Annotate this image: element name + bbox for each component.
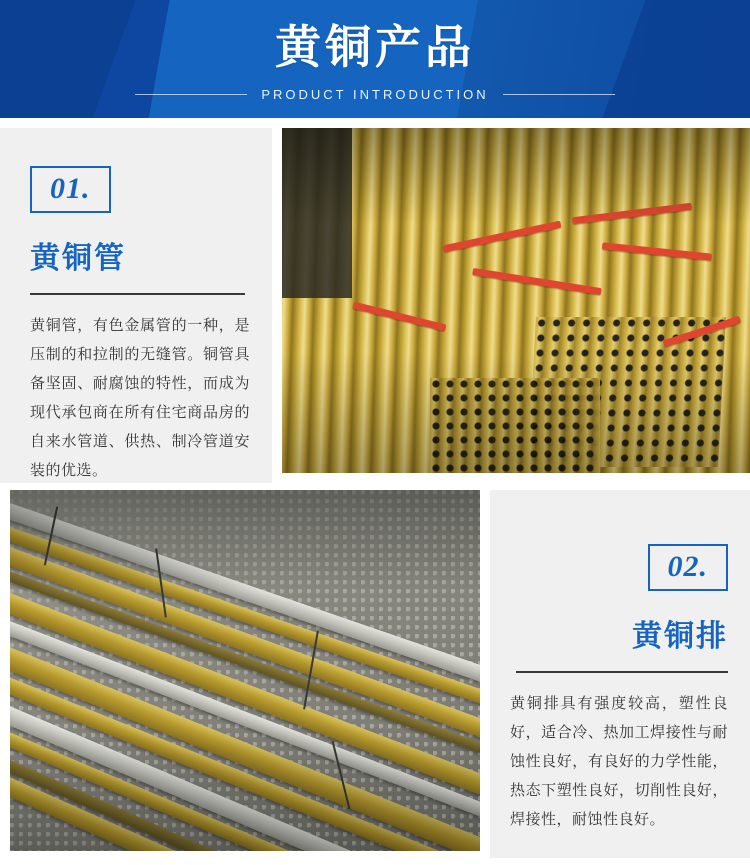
page-title: 黄铜产品 xyxy=(275,21,475,74)
page-header-banner xyxy=(0,0,750,118)
section-1-divider xyxy=(30,293,245,295)
banner-rule-left xyxy=(135,94,247,95)
section-2-text-panel xyxy=(490,490,750,858)
page-subtitle: PRODUCT INTRODUCTION xyxy=(261,86,489,102)
section-2-body: 黄铜排具有强度较高，塑性良好，适合冷、热加工焊接性与耐蚀性良好，有良好的力学性能，热态下塑性良好，切削性良好，焊接性，耐蚀性良好。 xyxy=(510,695,728,828)
section-2-divider xyxy=(516,671,728,673)
section-2-heading: 黄铜排 xyxy=(632,620,728,653)
section-2-photo xyxy=(10,490,480,851)
section-1-number: 01. xyxy=(30,166,111,213)
section-2-number: 02. xyxy=(648,544,729,591)
photo-vignette-2 xyxy=(10,490,480,851)
section-brass-tube xyxy=(0,118,750,483)
section-1-body: 黄铜管，有色金属管的一种，是压制的和拉制的无缝管。铜管具备坚固、耐腐蚀的特性，而成为现代承包商在所有住宅商品房的自来水管道、供热、制冷管道安装的优选。 xyxy=(30,317,250,479)
photo-vignette xyxy=(282,128,750,473)
section-brass-bar xyxy=(0,483,750,858)
section-1-text-panel xyxy=(0,128,272,483)
banner-subtitle-row xyxy=(135,87,615,102)
section-1-heading: 黄铜管 xyxy=(30,242,126,275)
section-1-photo xyxy=(282,128,750,473)
banner-rule-right xyxy=(503,94,615,95)
